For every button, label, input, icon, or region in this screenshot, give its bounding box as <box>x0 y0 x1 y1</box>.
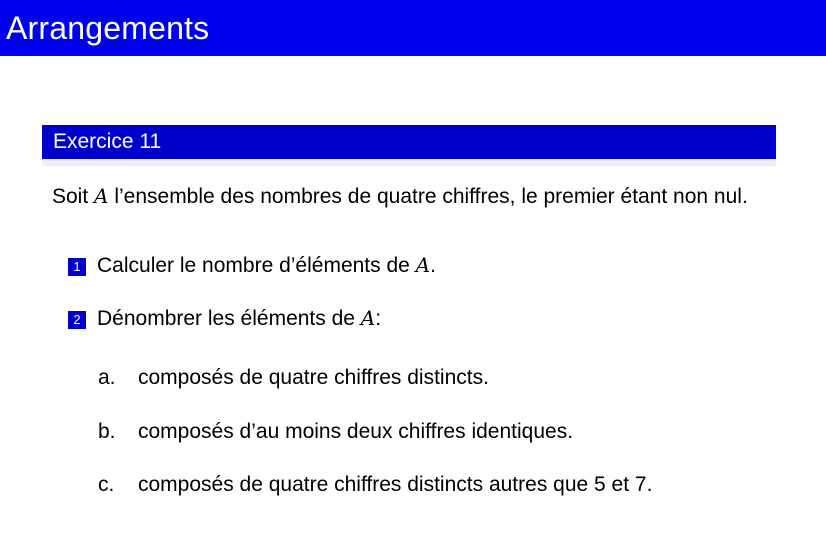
math-variable-a: A <box>360 306 376 330</box>
item-punctuation: : <box>375 307 382 330</box>
subquestion-letter: a. <box>98 366 116 389</box>
intro-text-start: Soit <box>52 185 95 208</box>
exercise-title: Exercice 11 <box>53 130 162 153</box>
exercise-block-header <box>42 125 776 159</box>
intro-text-end: l’ensemble des nombres de quatre chiffres, le premier étant non nul. <box>108 185 748 208</box>
frame-title-bar <box>0 0 826 56</box>
subquestion-text: composés de quatre chiffres distincts autres que 5 et 7. <box>138 473 653 496</box>
block-header-shadow <box>42 159 776 166</box>
subquestion-letter: b. <box>98 420 116 443</box>
subquestion-c <box>98 471 652 498</box>
question-item-2 <box>68 305 381 332</box>
item-punctuation: . <box>430 254 436 277</box>
item-number-badge: 1 <box>68 258 86 276</box>
subquestion-text: composés de quatre chiffres distincts. <box>138 366 489 389</box>
subquestion-b <box>98 418 573 445</box>
item-number-badge: 2 <box>68 311 86 329</box>
math-variable-a: A <box>415 253 431 277</box>
item-text: Calculer le nombre d’éléments de <box>97 254 416 277</box>
math-variable-a: A <box>94 184 109 208</box>
item-text: Dénombrer les éléments de <box>97 307 361 330</box>
frame-title: Arrangements <box>6 10 210 46</box>
subquestion-letter: c. <box>98 473 115 496</box>
question-item-1 <box>68 252 436 279</box>
subquestion-a <box>98 364 489 391</box>
subquestion-text: composés d’au moins deux chiffres identiques. <box>138 420 574 443</box>
exercise-intro <box>52 183 752 210</box>
